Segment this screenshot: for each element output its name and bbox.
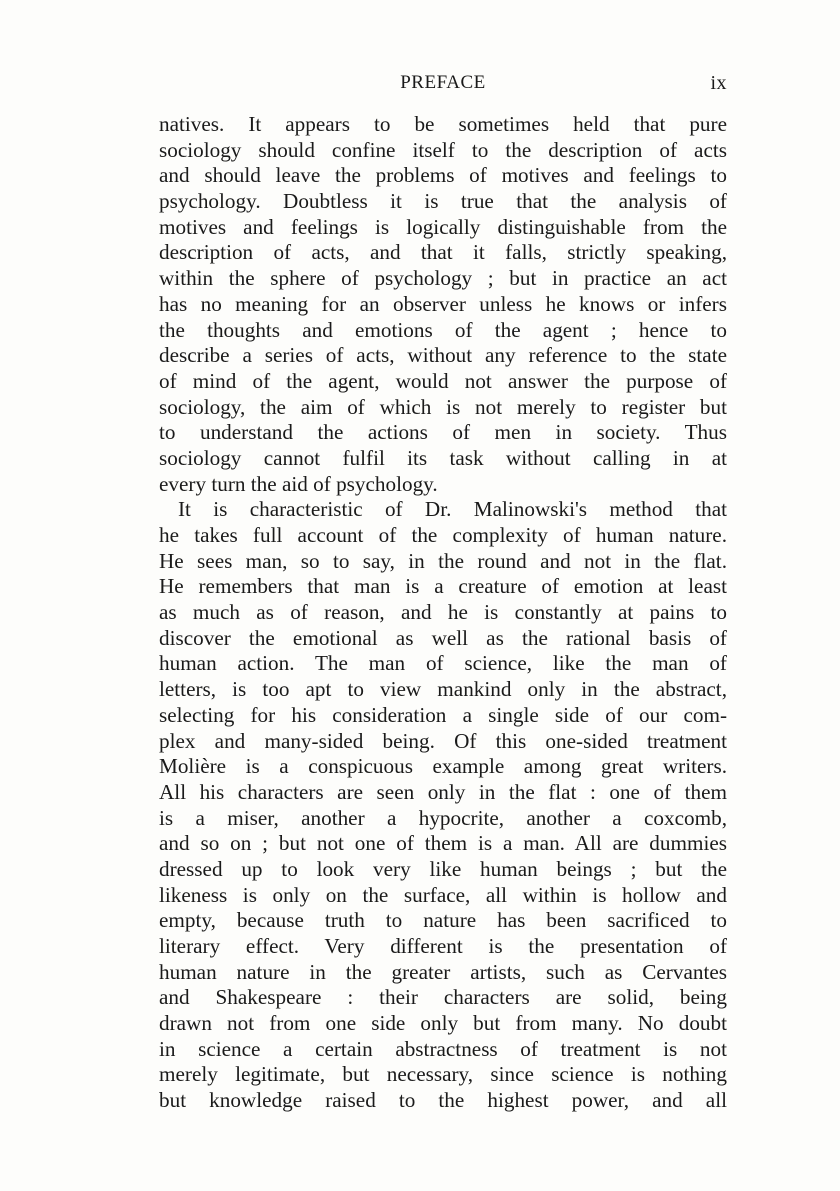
text-line: but knowledge raised to the highest power, and all — [159, 1088, 727, 1113]
text-line: human nature in the greater artists, such as Cervantes — [159, 959, 727, 984]
text-line: the thoughts and emotions of the agent ; hence to — [159, 317, 727, 342]
text-line: sociology, the aim of which is not merely to register but — [159, 394, 727, 419]
text-line: is a miser, another a hypocrite, another a coxcomb, — [159, 805, 727, 830]
text-line: merely legitimate, but necessary, since science is nothing — [159, 1062, 727, 1087]
text-line: literary effect. Very different is the presentation of — [159, 934, 727, 958]
text-line: in science a certain abstractness of treatment is not — [159, 1036, 727, 1061]
text-line: plex and many-sided being. Of this one-sided treatment — [159, 728, 727, 753]
text-line: description of acts, and that it falls, strictly speaking, — [159, 240, 727, 265]
text-line: drawn not from one side only but from many. No doubt — [159, 1011, 727, 1036]
text-line: describe a series of acts, without any reference to the state — [159, 343, 727, 368]
text-line: empty, because truth to nature has been sacrificed to — [159, 908, 727, 933]
text-line: has no meaning for an observer unless he knows or infers — [159, 291, 727, 316]
text-line: sociology cannot fulfil its task without calling in at — [159, 445, 727, 470]
text-line: and so on ; but not one of them is a man. All are dummies — [159, 831, 727, 856]
paragraph-end-line: every turn the aid of psychology. — [159, 471, 438, 496]
text-line: of mind of the agent, would not answer the purpose of — [159, 368, 727, 393]
text-line: sociology should confine itself to the description of acts — [159, 137, 727, 162]
paragraph-first-line: It is characteristic of Dr. Malinowski's method that — [178, 497, 727, 522]
text-line: He sees man, so to say, in the round and not in the flat. — [159, 548, 727, 573]
page-number: ix — [710, 72, 727, 94]
text-line: and Shakespeare : their characters are solid, being — [159, 985, 727, 1010]
text-line: selecting for his consideration a single side of our com- — [159, 702, 727, 727]
text-line: motives and feelings is logically distinguishable from the — [159, 214, 727, 239]
text-line: to understand the actions of men in society. Thus — [159, 420, 727, 445]
text-line: discover the emotional as well as the rational basis of — [159, 625, 727, 650]
text-line: letters, is too apt to view mankind only in the abstract, — [159, 677, 727, 702]
body-text — [159, 112, 727, 1114]
text-line: as much as of reason, and he is constantly at pains to — [159, 600, 727, 625]
text-line: He remembers that man is a creature of emotion at least — [159, 574, 727, 599]
text-line: he takes full account of the complexity of human nature. — [159, 523, 727, 547]
text-line: psychology. Doubtless it is true that the analysis of — [159, 189, 727, 214]
text-line: Molière is a conspicuous example among great writers. — [159, 754, 727, 779]
text-line: within the sphere of psychology ; but in practice an act — [159, 266, 727, 291]
running-title: PREFACE — [400, 72, 486, 93]
text-line: natives. It appears to be sometimes held that pure — [159, 112, 727, 136]
text-line: likeness is only on the surface, all within is hollow and — [159, 882, 727, 907]
text-line: All his characters are seen only in the flat : one of them — [159, 779, 727, 804]
text-line: and should leave the problems of motives and feelings to — [159, 163, 727, 188]
running-head — [159, 72, 727, 98]
text-line: dressed up to look very like human beings ; but the — [159, 856, 727, 881]
text-line: human action. The man of science, like the man of — [159, 651, 727, 676]
